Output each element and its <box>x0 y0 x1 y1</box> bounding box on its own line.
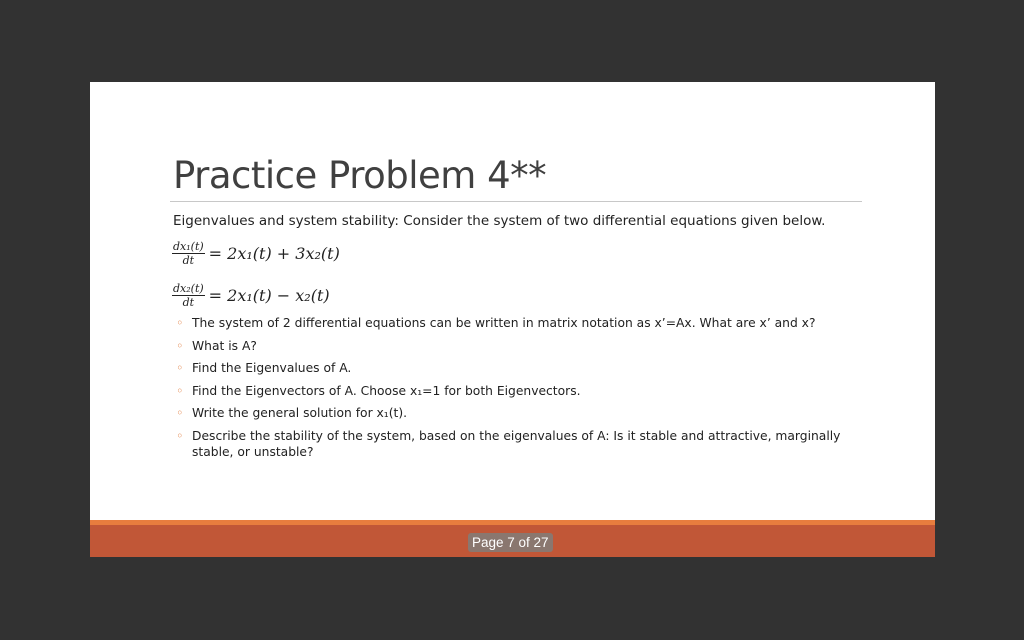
fraction <box>172 282 205 309</box>
equation-1 <box>172 240 340 267</box>
equation-2 <box>172 282 330 309</box>
denominator: dt <box>182 296 195 309</box>
bullet-list <box>176 315 876 466</box>
list-item: ◦ The system of 2 differential equations can be written in matrix notation as x’=Ax. What are x’ and x? <box>176 315 876 331</box>
title-divider <box>170 201 862 202</box>
page-indicator: Page 7 of 27 <box>468 533 553 552</box>
list-item: ◦ Find the Eigenvectors of A. Choose x₁=1 for both Eigenvectors. <box>176 383 876 399</box>
slide-title: Practice Problem 4** <box>173 154 547 197</box>
list-item: ◦ Find the Eigenvalues of A. <box>176 360 876 376</box>
slide-footer <box>90 525 935 557</box>
equation-rhs: = 2x₁(t) + 3x₂(t) <box>208 244 340 263</box>
slide <box>90 82 935 557</box>
fraction <box>172 240 205 267</box>
equation-rhs: = 2x₁(t) − x₂(t) <box>208 286 330 305</box>
list-item: ◦ Describe the stability of the system, based on the eigenvalues of A: Is it stable and attractive, marginally stable, or unstable? <box>176 428 876 460</box>
numerator: dx₁(t) <box>173 240 204 253</box>
list-item: ◦ What is A? <box>176 338 876 354</box>
denominator: dt <box>182 254 195 267</box>
numerator: dx₂(t) <box>173 282 204 295</box>
list-item: ◦ Write the general solution for x₁(t). <box>176 405 876 421</box>
intro-text: Eigenvalues and system stability: Consider the system of two differential equations given below. <box>173 213 826 229</box>
